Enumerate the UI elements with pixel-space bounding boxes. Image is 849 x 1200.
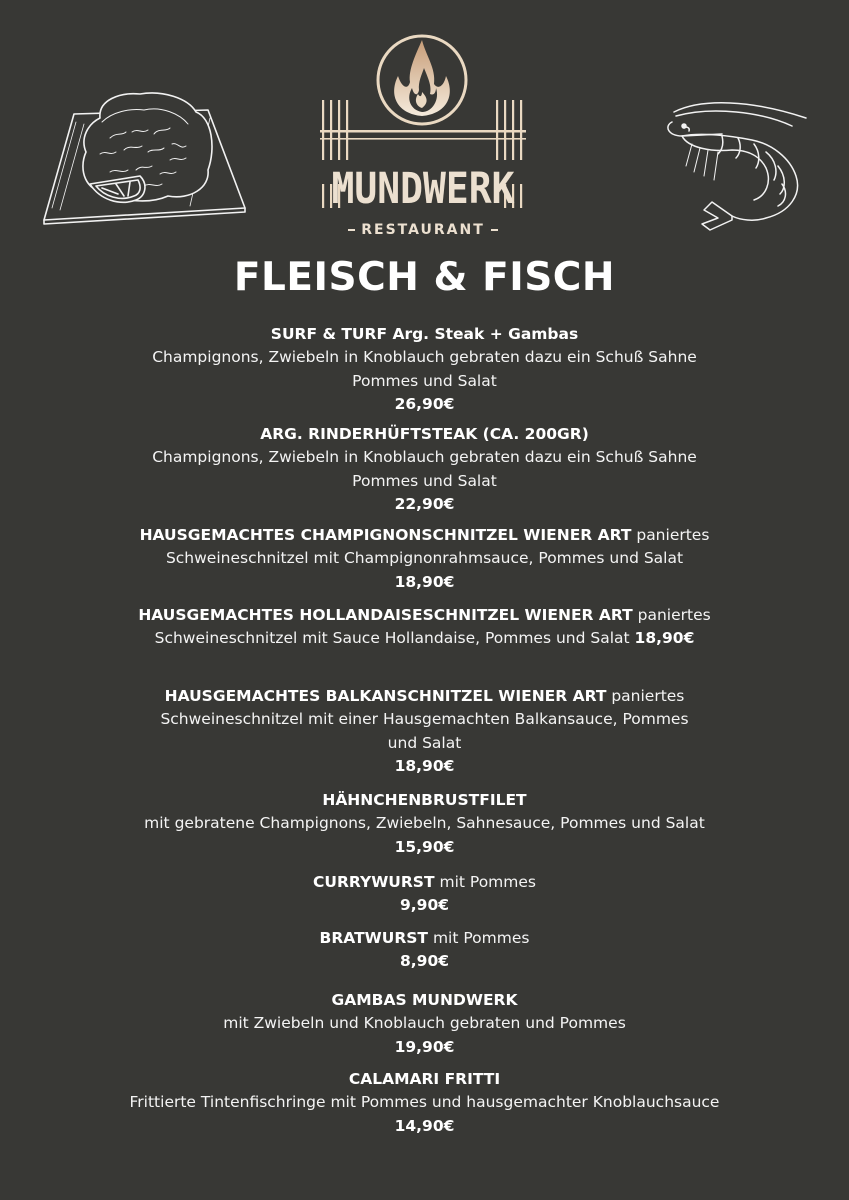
shrimp-icon: [662, 92, 810, 232]
dish-price: 19,90€: [394, 1037, 455, 1056]
dish-description: Frittierte Tintenfischringe mit Pommes und hausgemachter Knoblauchsauce: [129, 1093, 720, 1112]
dish-description: Schweineschnitzel mit Sauce Hollandaise, Pommes und Salat: [154, 629, 635, 648]
dish-name: HAUSGEMACHTES BALKANSCHNITZEL WIENER ART: [164, 687, 607, 705]
dish-name: GAMBAS MUNDWERK: [331, 991, 518, 1009]
dish-name: HAUSGEMACHTES CHAMPIGNONSCHNITZEL WIENER ART: [139, 526, 632, 544]
dish-price: 26,90€: [394, 394, 455, 413]
dish-description: paniertes: [631, 526, 710, 544]
dish-description: Pommes und Salat: [352, 471, 497, 490]
dish-name: ARG. RINDERHÜFTSTEAK (CA. 200GR): [260, 425, 589, 443]
dish-description: Schweineschnitzel mit Champignonrahmsauce, Pommes und Salat: [165, 549, 684, 568]
dish-price: 22,90€: [394, 494, 455, 513]
dish-description: mit Zwiebeln und Knoblauch gebraten und Pommes: [223, 1014, 626, 1033]
dish-description: mit Pommes: [434, 873, 536, 891]
menu-item: [50, 604, 799, 651]
dish-description: Pommes und Salat: [352, 371, 497, 390]
logo-dash-right: [491, 229, 498, 231]
menu-item: [50, 989, 799, 1059]
dish-name: HAUSGEMACHTES HOLLANDAISESCHNITZEL WIENER ART: [138, 606, 633, 624]
dish-name: BRATWURST: [319, 929, 429, 947]
steak-on-board-icon: [40, 88, 248, 228]
dish-name: SURF & TURF Arg. Steak + Gambas: [270, 325, 579, 343]
dish-price: 8,90€: [399, 952, 450, 971]
dish-name: CALAMARI FRITTI: [348, 1070, 501, 1088]
logo-subtitle: RESTAURANT: [361, 222, 485, 238]
dish-price: 18,90€: [394, 572, 455, 591]
menu-item: [50, 1068, 799, 1138]
menu-item: [50, 685, 799, 778]
menu-item: [50, 789, 799, 859]
logo-name: MUNDWERK: [331, 163, 515, 213]
dish-name: HÄHNCHENBRUSTFILET: [322, 791, 527, 809]
menu-item: [50, 423, 799, 516]
dish-description: paniertes: [606, 687, 685, 705]
dish-description: und Salat: [387, 733, 462, 752]
dish-price: 9,90€: [399, 896, 450, 915]
dish-description: mit gebratene Champignons, Zwiebeln, Sahnesauce, Pommes und Salat: [144, 814, 705, 833]
menu-item: [50, 871, 799, 918]
dish-price: 18,90€: [634, 629, 695, 648]
logo-subtitle-row: [348, 220, 498, 240]
dish-description: Schweineschnitzel mit einer Hausgemachten Balkansauce, Pommes: [160, 710, 689, 729]
dish-name: CURRYWURST: [312, 873, 435, 891]
dish-description: paniertes: [632, 606, 711, 624]
menu-item: [50, 323, 799, 416]
restaurant-logo: [318, 34, 528, 238]
dish-description: Champignons, Zwiebeln in Knoblauch gebraten dazu ein Schuß Sahne: [152, 348, 697, 367]
menu-item: [50, 524, 799, 594]
dish-description: Champignons, Zwiebeln in Knoblauch gebraten dazu ein Schuß Sahne: [152, 448, 697, 467]
dish-description: mit Pommes: [428, 929, 530, 947]
page-title: FLEISCH & FISCH: [233, 255, 616, 300]
dish-price: 14,90€: [394, 1116, 455, 1135]
dish-price: 18,90€: [394, 756, 455, 775]
logo-dash-left: [348, 229, 355, 231]
dish-price: 15,90€: [394, 837, 455, 856]
menu-item: [50, 927, 799, 974]
